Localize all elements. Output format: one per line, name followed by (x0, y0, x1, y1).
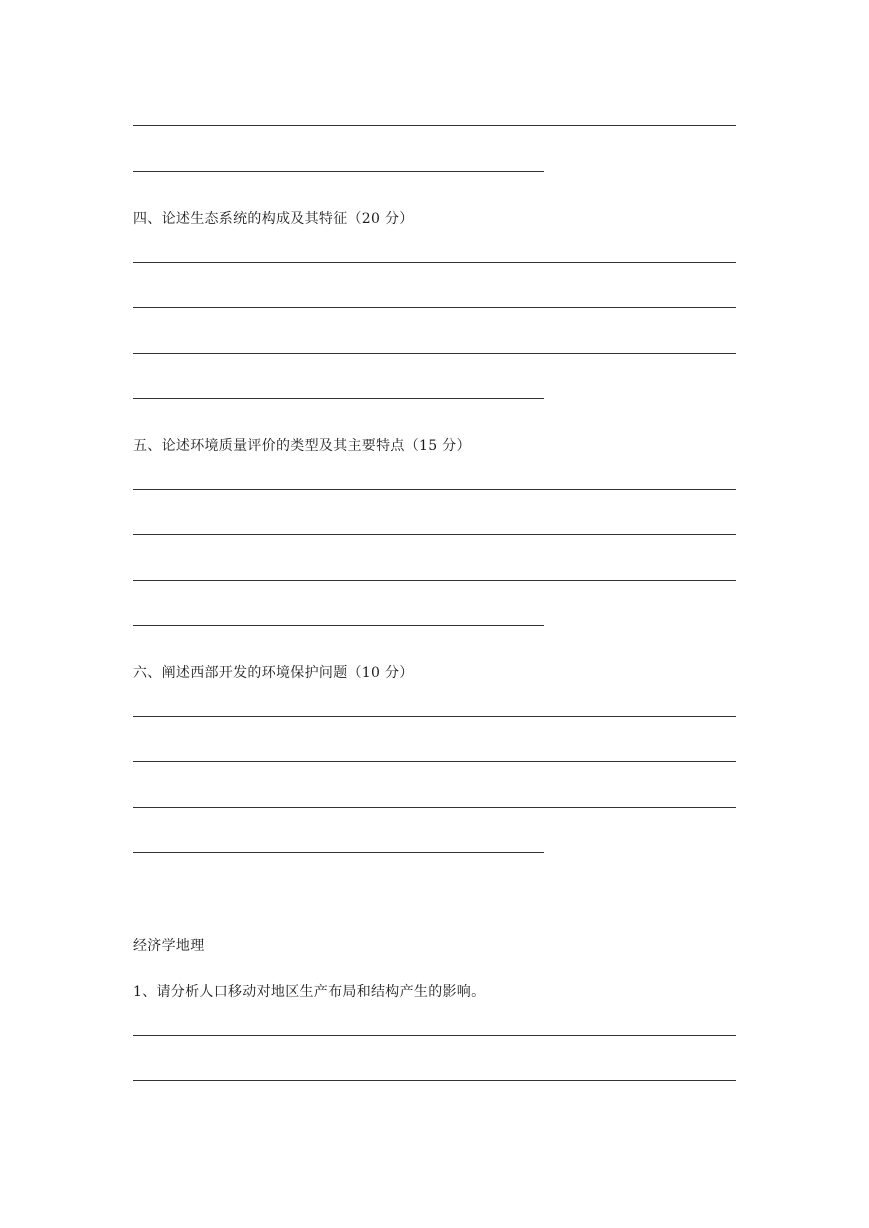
answer-line (133, 353, 736, 354)
answer-line (133, 1035, 736, 1036)
answer-line (133, 307, 736, 308)
answer-line (133, 171, 544, 172)
answer-line (133, 580, 736, 581)
answer-line (133, 534, 736, 535)
section-title: 经济学地理 (133, 938, 205, 954)
answer-line (133, 398, 544, 399)
answer-line (133, 716, 736, 717)
question-5: 五、论述环境质量评价的类型及其主要特点（15 分） (133, 438, 471, 454)
section-question-1: 1、请分析人口移动对地区生产布局和结构产生的影响。 (133, 984, 486, 1000)
answer-line (133, 489, 736, 490)
answer-line (133, 625, 544, 626)
answer-line (133, 1080, 736, 1081)
answer-line (133, 262, 736, 263)
question-4: 四、论述生态系统的构成及其特征（20 分） (133, 211, 414, 227)
answer-line (133, 125, 736, 126)
answer-line (133, 761, 736, 762)
answer-line (133, 852, 544, 853)
answer-line (133, 807, 736, 808)
question-6: 六、阐述西部开发的环境保护问题（10 分） (133, 665, 414, 681)
